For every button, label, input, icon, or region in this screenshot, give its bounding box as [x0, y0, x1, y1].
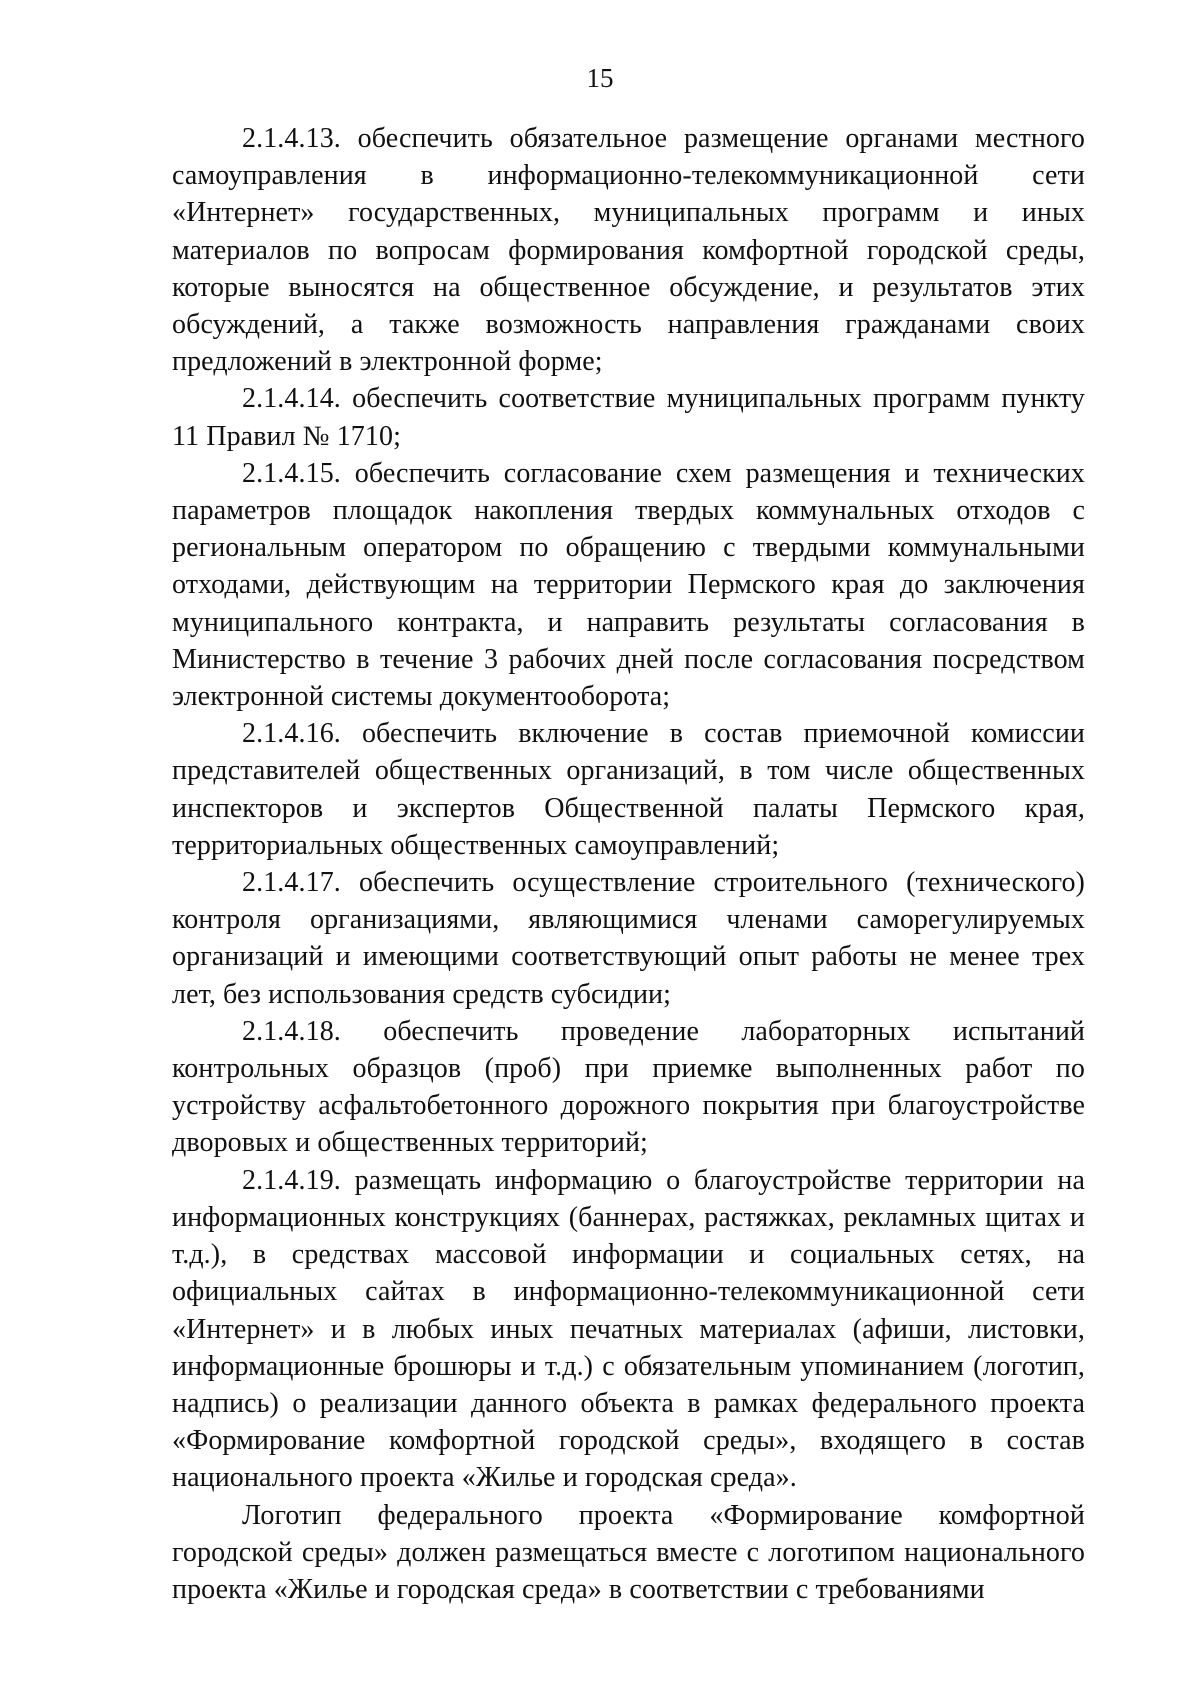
paragraph-2-1-4-19: 2.1.4.19. размещать информацию о благоустройстве территории на информационных конструкциях (баннерах, растяжках, рекламных щитах и т.д.), в средствах массовой информации и социальных сетях, на официальных сайтах в информационно-телекоммуникационной сети «Интернет» и в любых иных печатных материалах (афиши, листовки, информационные брошюры и т.д.) с обязательным упоминанием (логотип, надпись) о реализации данного объекта в рамках федерального проекта «Формирование комфортной городской среды», входящего в состав национального проекта «Жилье и городская среда». — [172, 1164, 1085, 1494]
paragraph-2-1-4-16: 2.1.4.16. обеспечить включение в состав приемочной комиссии представителей общественных организаций, в том числе общественных инспекторов и экспертов Общественной палаты Пермского края, территориальных общественных самоуправлений; — [172, 718, 1085, 861]
paragraph-2-1-4-13: 2.1.4.13. обеспечить обязательное размещение органами местного самоуправления в информационно-телекоммуникационной сети «Интернет» государственных, муниципальных программ и иных материалов по вопросам формирования комфортной городской среды, которые выносятся на общественное обсуждение, и результатов этих обсуждений, а также возможность направления гражданами своих предложений в электронной форме; — [172, 123, 1085, 378]
paragraph-2-1-4-18: 2.1.4.18. обеспечить проведение лабораторных испытаний контрольных образцов (проб) при приемке выполненных работ по устройству асфальтобетонного дорожного покрытия при благоустройстве дворовых и общественных территорий; — [172, 1015, 1085, 1159]
page-number: 15 — [586, 63, 614, 93]
paragraph-logo-requirements: Логотип федерального проекта «Формирование комфортной городской среды» должен размещаться вместе с логотипом национального проекта «Жилье и городская среда» в соответствии с требованиями — [172, 1499, 1085, 1605]
document-body — [172, 120, 1085, 1608]
paragraph-2-1-4-17: 2.1.4.17. обеспечить осуществление строительного (технического) контроля организациями, являющимися членами саморегулируемых организаций и имеющими соответствующий опыт работы не менее трех лет, без использования средств субсидии; — [172, 867, 1085, 1010]
paragraph-2-1-4-14: 2.1.4.14. обеспечить соответствие муниципальных программ пункту 11 Правил № 1710; — [172, 383, 1085, 452]
paragraph-2-1-4-15: 2.1.4.15. обеспечить согласование схем размещения и технических параметров площадок накопления твердых коммунальных отходов с региональным оператором по обращению с твердыми коммунальными отходами, действующим на территории Пермского края до заключения муниципального контракта, и направить результаты согласования в Министерство в течение 3 рабочих дней после согласования посредством электронной системы документооборота; — [172, 457, 1085, 713]
